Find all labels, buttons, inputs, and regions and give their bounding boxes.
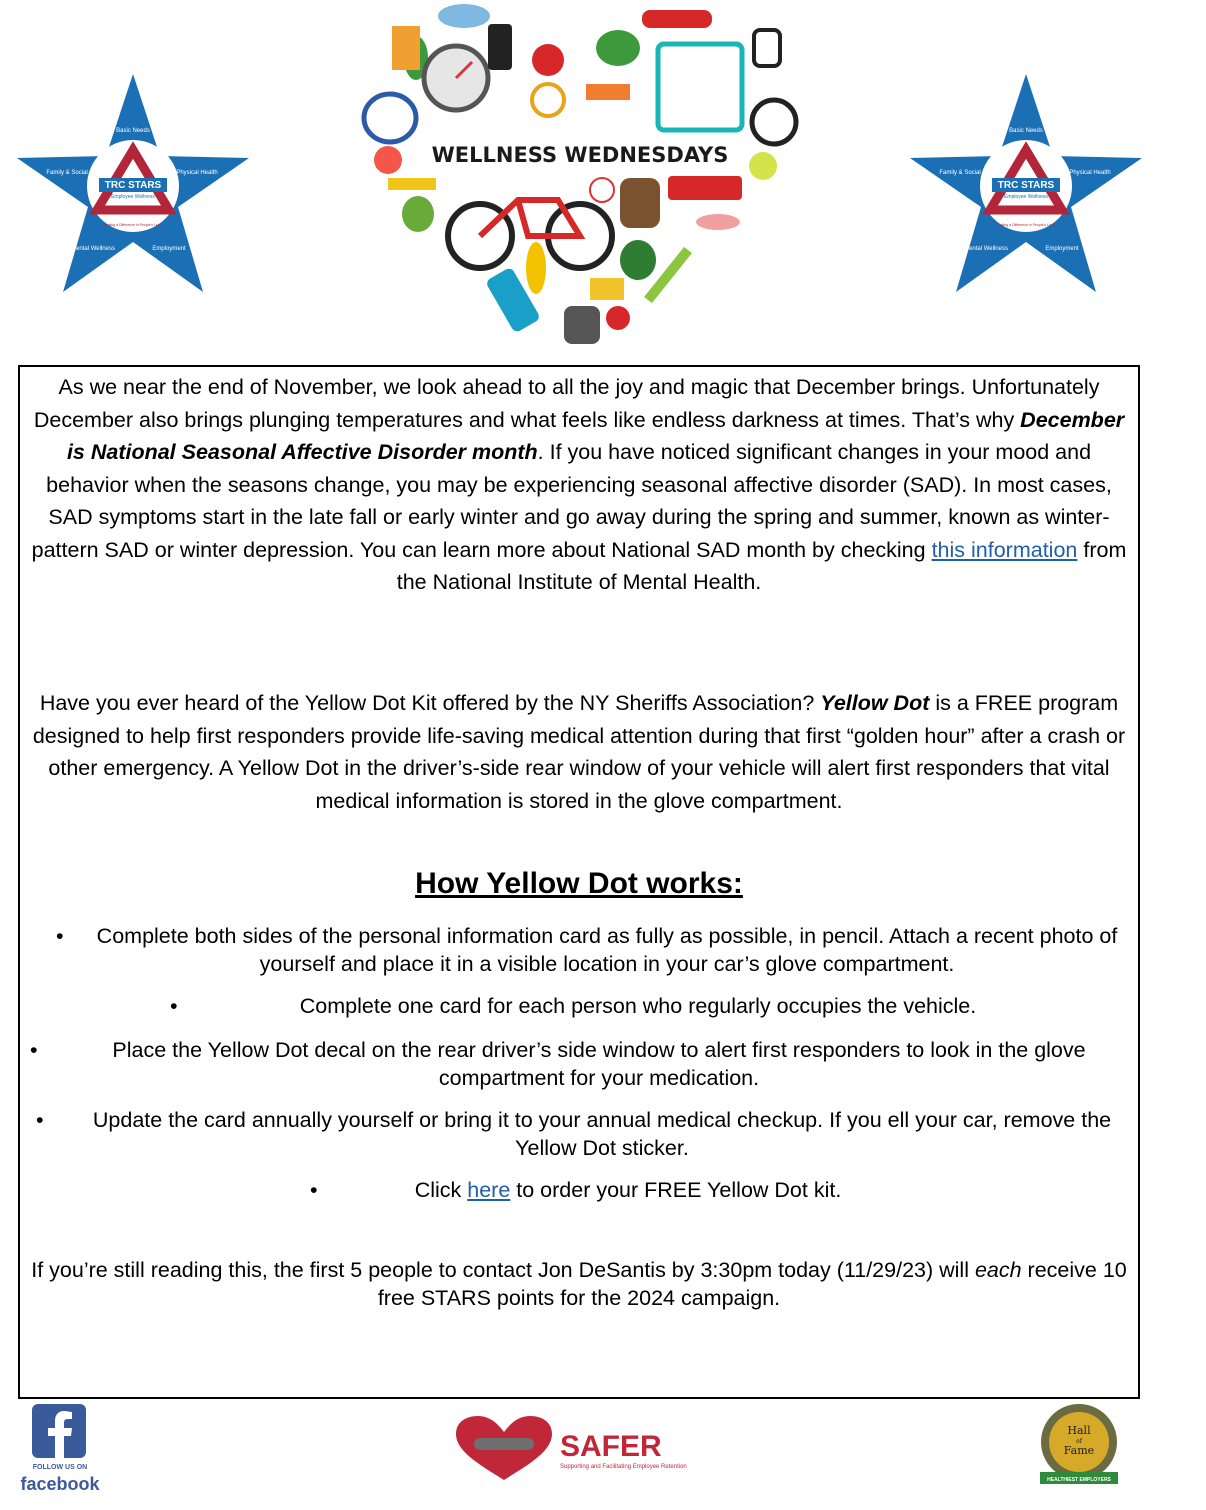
measuring-tape-icon (388, 178, 436, 190)
broccoli-icon (596, 30, 640, 66)
lettuce-icon (620, 240, 656, 280)
yellow-dot-emphasis: Yellow Dot (820, 691, 930, 715)
hall-of-fame-badge (1034, 1402, 1124, 1492)
svg-text:Fame: Fame (1063, 1444, 1095, 1457)
svg-text:Employee Wellness: Employee Wellness (111, 194, 155, 200)
trc-brand-text: TRC STARS (997, 180, 1055, 191)
trc-stars-logo-right (910, 74, 1142, 292)
phone-icon (488, 24, 512, 70)
alarm-clock-icon (752, 100, 796, 144)
bullet-icon: • (30, 1038, 38, 1062)
shoe-icon (642, 10, 712, 28)
svg-text:of: of (1076, 1438, 1082, 1445)
this-information-link[interactable]: this information (931, 537, 1078, 562)
wellness-heart-graphic (358, 0, 802, 354)
bullet-item: • Update the card annually yourself or bring it to your annual medical checkup. If you ell your car, remove the Yellow Dot sticker. (36, 1108, 1112, 1160)
svg-text:Making a Difference in People': Making a Difference in People's Lives (996, 223, 1056, 227)
bullet-item: • Complete both sides of the personal information card as fully as possible, in pencil. Attach a recent photo of yourself and place it in a visible location in your car’s glove compartment. (56, 924, 1118, 976)
tennis-ball-icon (749, 152, 777, 180)
corn-icon (526, 242, 546, 294)
trc-brand-text: TRC STARS (104, 180, 162, 191)
svg-text:Supporting and Facilitating Em: Supporting and Facilitating Employee Retention (560, 1464, 687, 1470)
svg-text:Mental Wellness: Mental Wellness (964, 246, 1008, 252)
baseball-icon (590, 178, 614, 202)
glove-icon (620, 178, 660, 228)
bullet-icon: • (36, 1108, 44, 1132)
how-yellow-dot-works-heading: How Yellow Dot works: (415, 867, 743, 900)
cheese-icon (590, 278, 624, 300)
sad-month-emphasis: December is National Seasonal Affective Disorder month (66, 407, 1125, 464)
svg-text:Mental Wellness: Mental Wellness (71, 246, 115, 252)
trc-stars-logo-left (17, 74, 249, 292)
bullet-item: • Complete one card for each person who regularly occupies the vehicle. (170, 993, 1070, 1021)
shrimp-icon (696, 214, 740, 230)
facebook-follow-link[interactable] (20, 1404, 102, 1496)
sad-month-paragraph: As we near the end of November, we look ahead to all the joy and magic that December brings. Unfortunately December also brings plunging temperatures and what feels like endless darkness at times. That’s why December is National Seasonal Affective Disorder month. If you have noticed significant changes in your mood and behavior when the seasons change, you may be experiencing seasonal affective disorder (SAD). In most cases, SAD symptoms start in the late fall or early winter and go away during the spring and summer, known as winter-pattern SAD or winter depression. You can learn more about National SAD month by checking this information from the National Institute of Mental Health. (31, 375, 1127, 594)
dumbbell-icon (586, 84, 630, 100)
svg-text:facebook: facebook (20, 1474, 100, 1494)
safer-logo (452, 1414, 708, 1484)
svg-text:Employee Wellness: Employee Wellness (1004, 194, 1048, 200)
svg-text:Employment: Employment (1045, 246, 1079, 252)
svg-text:Making a Difference in People': Making a Difference in People's Lives (103, 223, 163, 227)
salmon-icon (374, 146, 402, 174)
order-kit-link[interactable]: here (467, 1178, 511, 1202)
yellow-dot-intro-paragraph: Have you ever heard of the Yellow Dot Kit offered by the NY Sheriffs Association? Yellow Dot is a FREE program designed to help first responders provide life-saving medical attention during that first “golden hour” after a crash or other emergency. A Yellow Dot in the driver’s-side rear window of your vehicle will alert first responders that vital medical information is stored in the glove compartment. (32, 691, 1126, 813)
bullet-icon: • (170, 994, 178, 1018)
apple-icon (532, 44, 564, 76)
scale-icon (658, 44, 742, 130)
svg-text:Physical Health: Physical Health (176, 170, 218, 176)
bullet-item: • Click here to order your FREE Yellow Dot kit. (310, 1177, 910, 1205)
svg-text:SAFER: SAFER (560, 1430, 662, 1463)
bowl-icon (438, 4, 490, 28)
svg-text:HEALTHIEST EMPLOYERS: HEALTHIEST EMPLOYERS (1047, 1477, 1111, 1483)
svg-text:Physical Health: Physical Health (1069, 170, 1111, 176)
svg-text:FOLLOW US ON: FOLLOW US ON (32, 1464, 88, 1471)
weight-bar-icon (668, 176, 742, 200)
juice-box-icon (392, 26, 420, 70)
each-emphasis: each (974, 1258, 1022, 1282)
wellness-wednesdays-title: WELLNESS WEDNESDAYS (431, 143, 729, 167)
tomato-icon (606, 306, 630, 330)
kettlebell-icon (564, 306, 600, 344)
contest-paragraph: If you’re still reading this, the first 5 people to contact Jon DeSantis by 3:30pm today (11/29/23) will each receive 10 free STARS points for the 2024 campaign. (31, 1258, 1127, 1310)
svg-text:Basic Needs: Basic Needs (1009, 128, 1043, 134)
svg-text:Family & Social: Family & Social (939, 170, 981, 176)
bullet-icon: • (310, 1178, 318, 1202)
smartwatch-icon (754, 30, 780, 66)
artichoke-icon (402, 196, 434, 232)
bullet-item: • Place the Yellow Dot decal on the rear driver’s side window to alert first responders to look in the glove compartment for your medication. (30, 1038, 1086, 1090)
svg-text:Hall: Hall (1067, 1424, 1091, 1437)
svg-text:Family & Social: Family & Social (46, 170, 88, 176)
svg-text:Basic Needs: Basic Needs (116, 128, 150, 134)
content-box (18, 365, 1140, 1399)
tennis-racket-icon (364, 94, 416, 142)
svg-text:Employment: Employment (152, 246, 186, 252)
bullet-icon: • (56, 924, 64, 948)
